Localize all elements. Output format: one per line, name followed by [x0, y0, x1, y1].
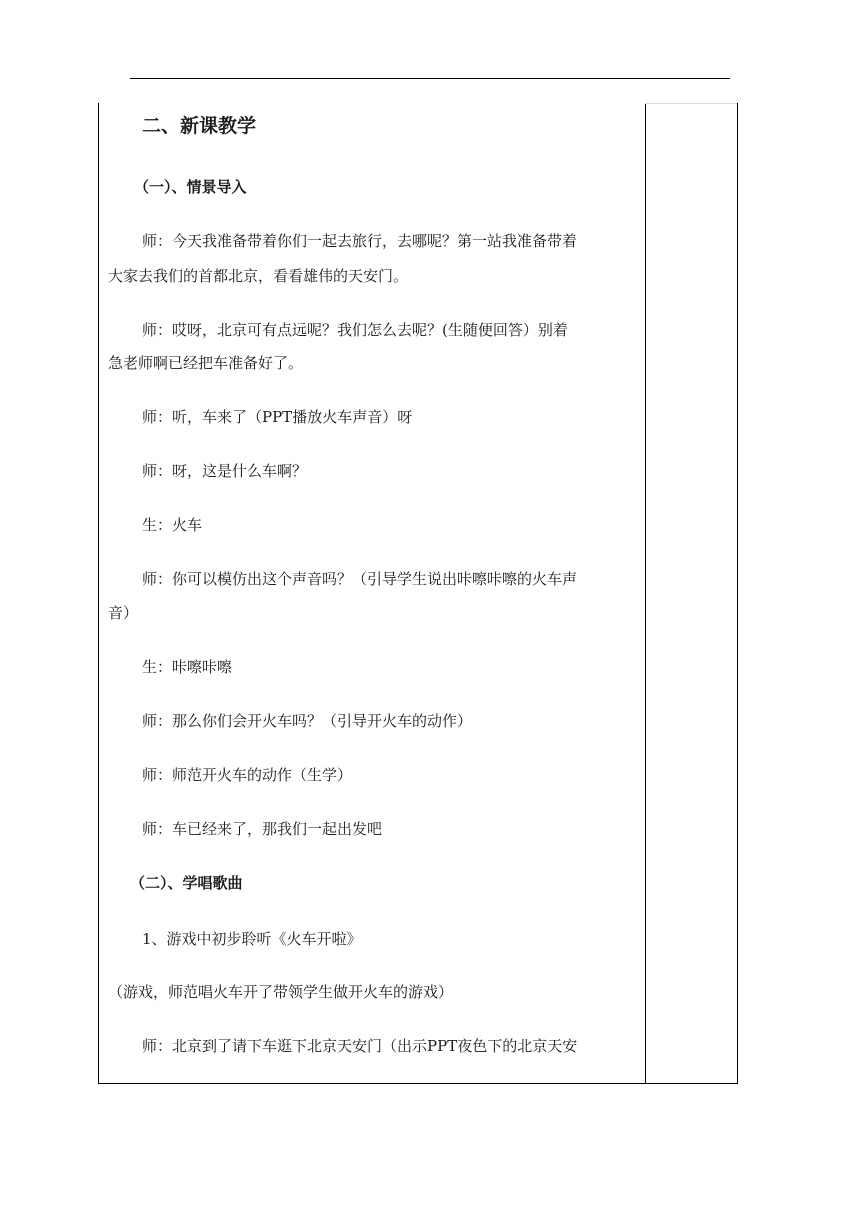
- paragraph-line: 师：听，车来了（PPT播放火车声音）呀: [142, 408, 413, 426]
- section-title: 二、新课教学: [142, 115, 257, 137]
- paragraph-line: 师：那么你们会开火车吗？（引导开火车的动作）: [142, 712, 473, 730]
- paragraph-line: 生：火车: [142, 516, 203, 534]
- paragraph-line: 师：你可以模仿出这个声音吗？（引导学生说出咔嚓咔嚓的火车声: [142, 570, 578, 588]
- notes-cell-top: [645, 103, 737, 104]
- subsection-title-intro: （一）、情景导入: [134, 178, 247, 196]
- header-rule: [130, 78, 730, 79]
- paragraph-line: 师：呀，这是什么车啊？: [142, 462, 308, 480]
- column-divider: [645, 103, 646, 1083]
- paragraph-line: 音）: [108, 604, 139, 622]
- paragraph-line: （游戏，师范唱火车开了带领学生做开火车的游戏）: [108, 983, 454, 1001]
- paragraph-line: 师：哎呀，北京可有点远呢？我们怎么去呢？(生随便回答）别着: [142, 321, 568, 339]
- paragraph-line: 师：今天我准备带着你们一起去旅行，去哪呢？第一站我准备带着: [142, 232, 578, 250]
- paragraph-line: 生：咔嚓咔嚓: [142, 658, 233, 676]
- paragraph-line: 大家去我们的首都北京，看看雄伟的天安门。: [108, 267, 409, 285]
- paragraph-line: 1、游戏中初步聆听《火车开啦》: [142, 930, 362, 948]
- paragraph-line: 急老师啊已经把车准备好了。: [108, 354, 304, 372]
- subsection-title-learn-song: （二）、学唱歌曲: [130, 874, 243, 892]
- paragraph-line: 师：北京到了请下车逛下北京天安门（出示PPT夜色下的北京天安: [142, 1037, 578, 1055]
- paragraph-line: 师：车已经来了，那我们一起出发吧: [142, 820, 383, 838]
- paragraph-line: 师：师范开火车的动作（生学）: [142, 766, 353, 784]
